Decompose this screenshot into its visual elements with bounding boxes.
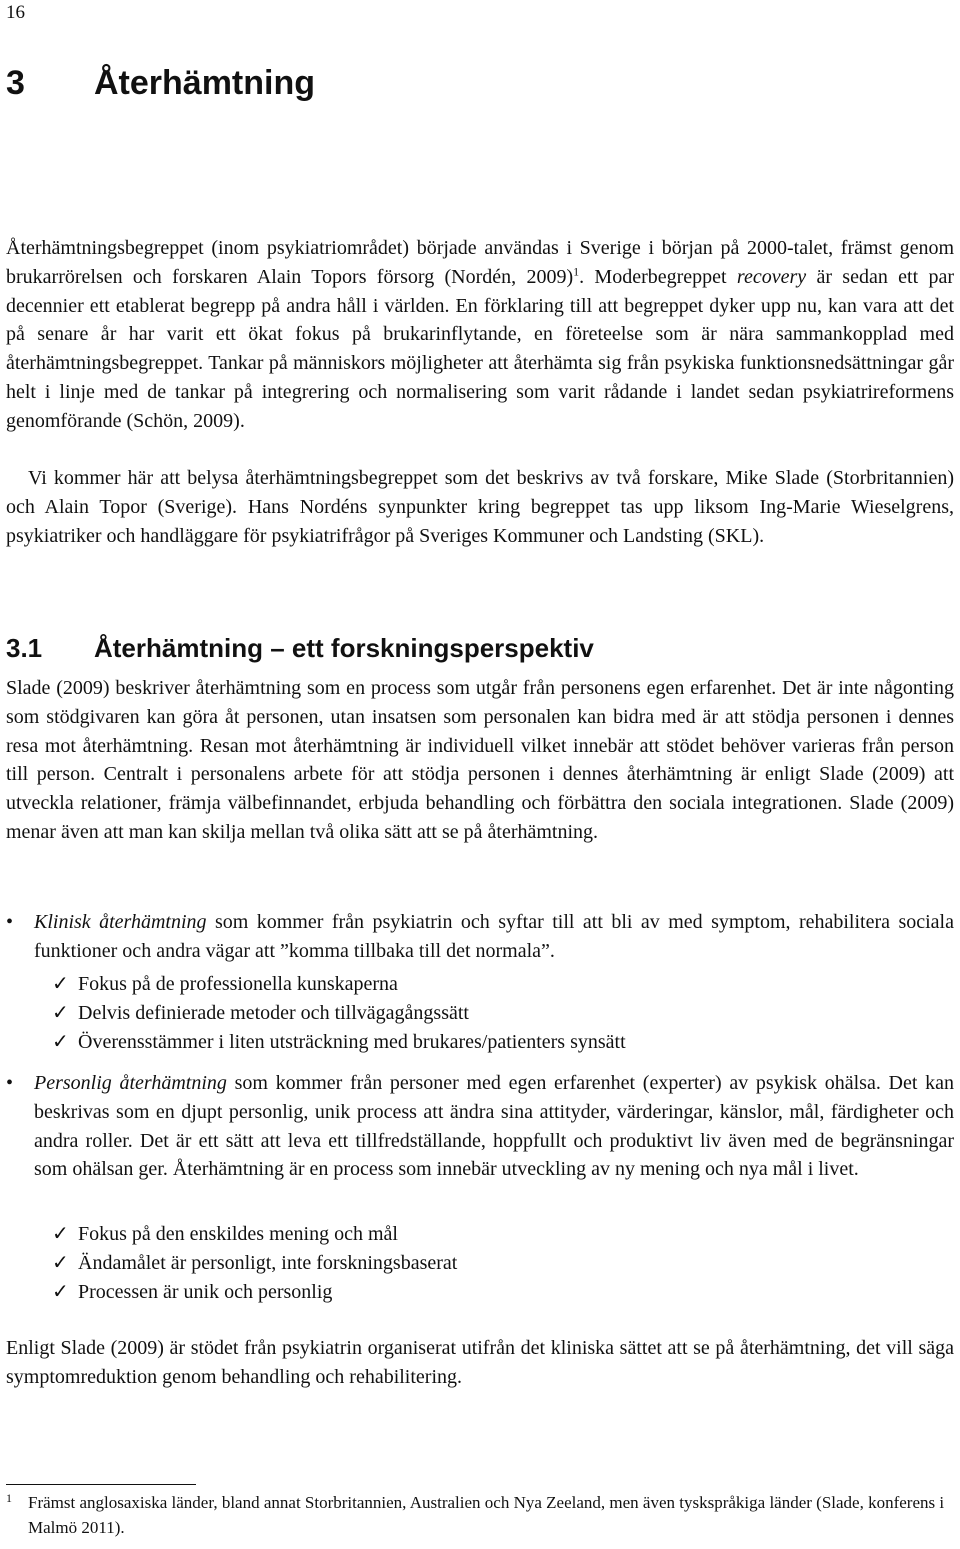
second-paragraph: Vi kommer här att belysa återhämtningsbegreppet som det beskrivs av två forskare, Mike Slade (Storbritannien) och Alain Topor (Sverige). Hans Nordéns synpunkter kring begreppet tas upp liksom Ing-Marie Wieselgrens, psykiatriker och handläggare för psykiatrifrågor på Sveriges Kommuner och Landsting (SKL). (6, 467, 954, 547)
checkmark-icon: ✓ (52, 1001, 69, 1024)
check-item (52, 999, 952, 1028)
intro-text-b: . Moderbegreppet (579, 265, 737, 288)
footnote-number: 1 (6, 1491, 12, 1505)
intro-text-a: Återhämtningsbegreppet (inom psykiatriområdet) började användas i Sverige i början på 2000-talet, främst genom brukarrörelsen och forskaren Alain Topors försorg (Nordén, 2009) (6, 237, 954, 288)
check-item (52, 1220, 952, 1249)
checkmark-icon: ✓ (52, 973, 69, 995)
checkmark-icon: ✓ (52, 1030, 69, 1053)
check-item-text: Ändamålet är personligt, inte forskningsbaserat (78, 1251, 458, 1274)
closing-paragraph: Enligt Slade (2009) är stödet från psykiatrin organiserat utifrån det kliniska sättet att se på återhämtning, det vill säga symptomreduktion genom behandling och rehabilitering. (6, 1337, 954, 1388)
section-paragraph: Slade (2009) beskriver återhämtning som en process som utgår från personens egen erfarenhet. Det är inte någonting som stödgivaren kan göra åt personen, utan insatsen som personalen kan bidra med är att stödja personen i dennes resa mot återhämtning. Resan mot återhämtning är individuell vilket innebär att stödet behöver varieras från person till person. Centralt i personalens arbete för att stödja personen i dennes återhämtning är enligt Slade (2009) att utveckla relationer, främja välbefinnandet, erbjuda behandling och förbättra den sociala integrationen. Slade (2009) menar även att man kan skilja mellan två olika sätt att se på återhämtning. (6, 677, 954, 843)
check-item-text: Överensstämmer i liten utsträckning med brukares/patienters synsätt (78, 1030, 626, 1053)
page-number: 16 (6, 2, 25, 23)
bullet-term: Personlig återhämtning (34, 1072, 227, 1094)
intro-italic-term: recovery (736, 265, 807, 288)
bullet-description: som kommer från psykiatrin och syftar till att bli av med symptom, rehabilitera sociala funktioner och andra vägar att ”komma tillbaka till det normala”. (34, 911, 954, 962)
bullet-personal-recovery (6, 1069, 954, 1184)
footnote (6, 1490, 954, 1540)
personal-checklist (52, 1220, 952, 1306)
bullet-icon: • (6, 911, 14, 933)
footnote-divider (6, 1484, 196, 1485)
chapter-title (6, 64, 315, 103)
intro-paragraph (6, 234, 954, 436)
check-item (52, 970, 952, 999)
chapter-title-text: Återhämtning (94, 64, 315, 102)
bullet-term: Klinisk återhämtning (34, 911, 207, 933)
footnote-reference: 1 (573, 264, 580, 279)
checkmark-icon: ✓ (52, 1280, 69, 1303)
section-title (6, 633, 594, 664)
check-item-text: Fokus på den enskildes mening och mål (78, 1223, 398, 1245)
check-item (52, 1278, 952, 1307)
check-item-text: Processen är unik och personlig (78, 1280, 333, 1303)
clinical-checklist (52, 970, 952, 1056)
check-item (52, 1249, 952, 1278)
bullet-text (34, 1069, 954, 1184)
intro-text-c: är sedan ett par decennier ett etablerat begrepp på andra håll i världen. En förklaring till att begreppet dyker upp nu, kan vara att det på senare år har varit ett ökat fokus på brukarinflytande, en företeelse som är nära sammankopplad med återhämtningsbegreppet. Tankar på människors möjligheter att återhämta sig från psykiska funktionsnedsättningar går helt i linje med de tankar på integrering och normalisering som varit rådande i landet sedan psykiatrireformens genomförande (Schön, 2009). (6, 265, 954, 432)
section-title-text: Återhämtning – ett forskningsperspektiv (94, 633, 594, 663)
bullet-text (34, 908, 954, 966)
bullet-clinical-recovery (6, 908, 954, 966)
bullet-icon: • (6, 1072, 14, 1094)
check-item (52, 1028, 952, 1057)
footnote-text: Främst anglosaxiska länder, bland annat Storbritannien, Australien och Nya Zeeland, men även tyskspråkiga länder (Slade, konferens i Malmö 2011). (28, 1493, 945, 1537)
check-item-text: Delvis definierade metoder och tillvägagångssätt (78, 1001, 469, 1024)
checkmark-icon: ✓ (52, 1251, 69, 1274)
bullet-description: som kommer från personer med egen erfarenhet (experter) av psykisk ohälsa. Det kan beskrivas som en djupt personlig, unik process att ändra sina attityder, värderingar, känslor, mål, färdigheter och andra roller. Det är ett sätt att leva ett tillfredställande, hoppfullt och produktivt liv även med de begränsningar som ohälsan ger. Återhämtning är en process som innebär utveckling av ny mening och nya mål i livet. (34, 1072, 954, 1181)
check-item-text: Fokus på de professionella kunskaperna (78, 973, 398, 995)
chapter-number: 3 (6, 64, 25, 102)
section-number: 3.1 (6, 633, 43, 663)
checkmark-icon: ✓ (52, 1223, 69, 1245)
